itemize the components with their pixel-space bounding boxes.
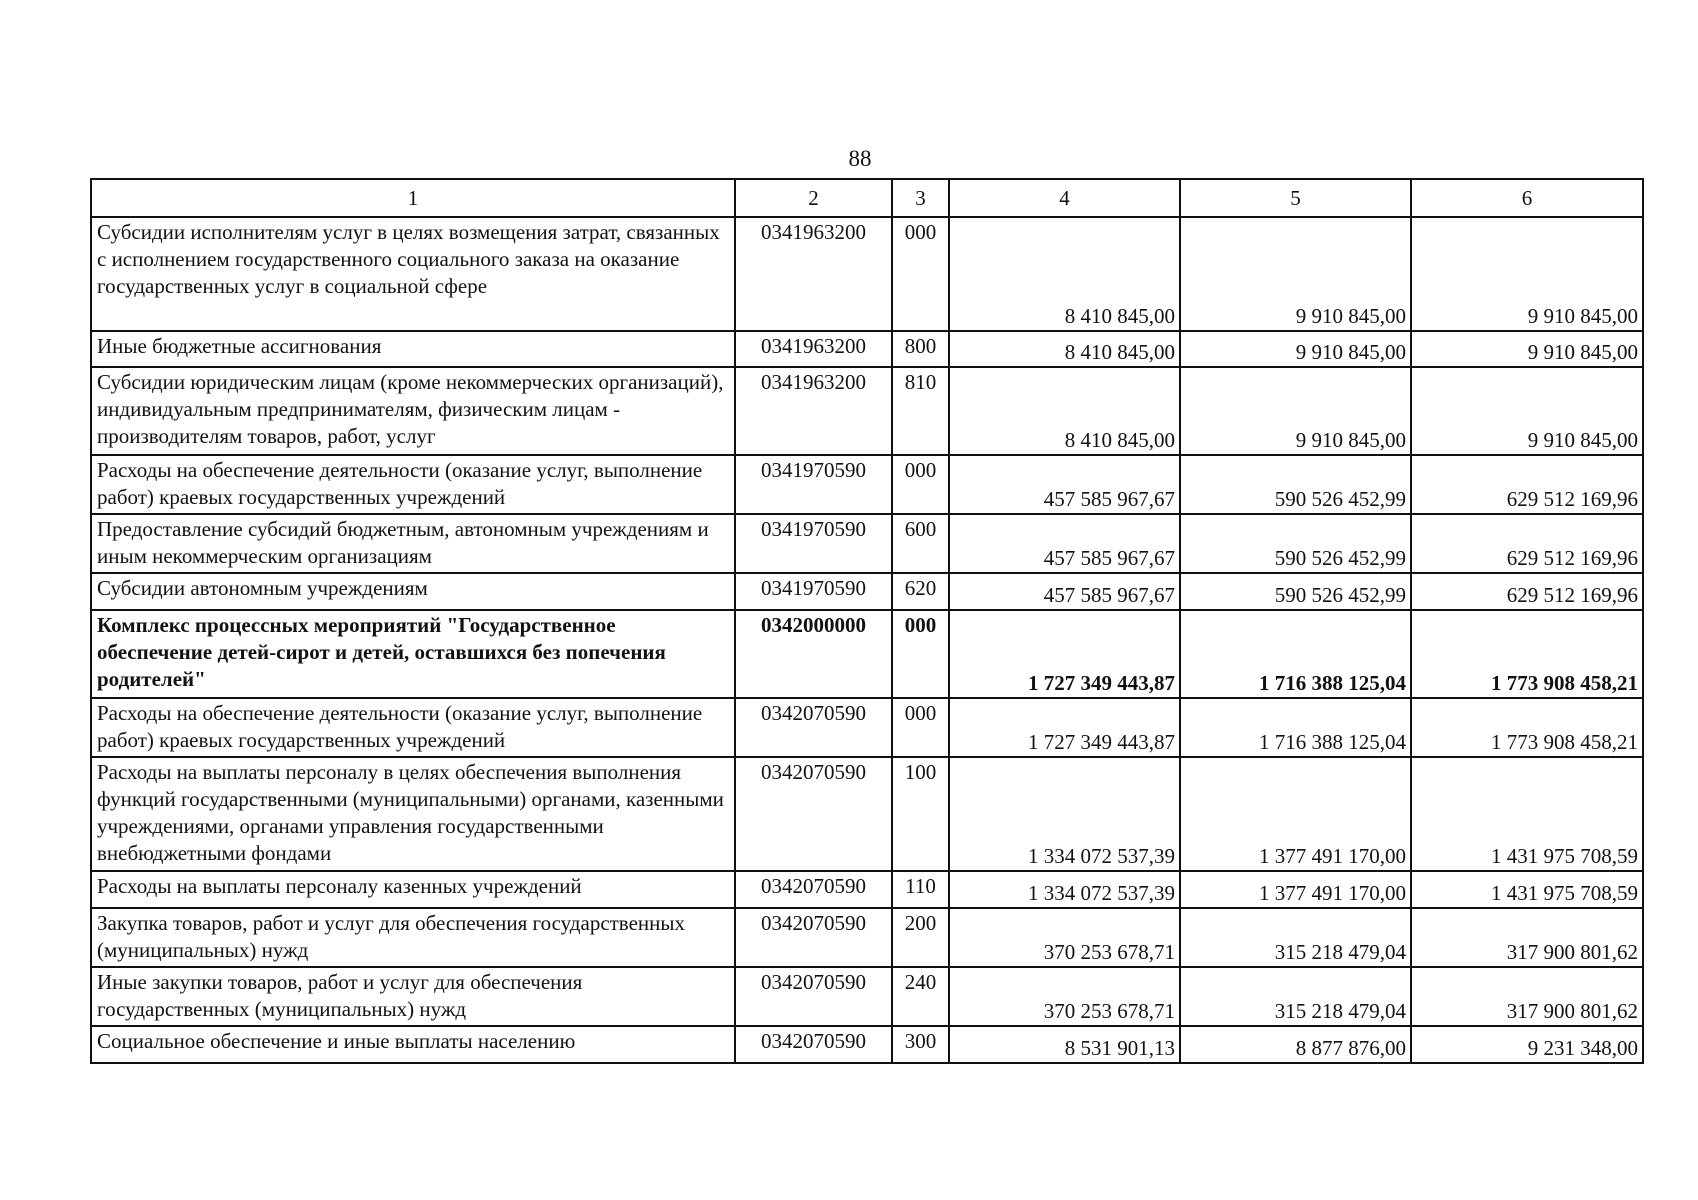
- row-value-col5: 1 716 388 125,04: [1180, 698, 1411, 757]
- row-name: Предоставление субсидий бюджетным, автономным учреждениям и иным некоммерческим организациям: [91, 514, 735, 573]
- column-header: 3: [892, 179, 949, 217]
- row-name: Закупка товаров, работ и услуг для обеспечения государственных (муниципальных) нужд: [91, 908, 735, 967]
- table-row: [91, 455, 1643, 514]
- table-row: [91, 573, 1643, 610]
- row-value-col4: 1 727 349 443,87: [949, 610, 1180, 698]
- row-value-col5: 315 218 479,04: [1180, 967, 1411, 1026]
- row-target-code: 0342070590: [735, 871, 892, 908]
- row-value-col4: 457 585 967,67: [949, 455, 1180, 514]
- row-value-col4: 1 334 072 537,39: [949, 871, 1180, 908]
- row-value-col4: 8 531 901,13: [949, 1026, 1180, 1063]
- table-row: [91, 871, 1643, 908]
- row-expense-type: 100: [892, 757, 949, 871]
- table-row-section: [91, 610, 1643, 698]
- row-name: Расходы на выплаты персоналу казенных учреждений: [91, 871, 735, 908]
- row-name: Расходы на обеспечение деятельности (оказание услуг, выполнение работ) краевых государственных учреждений: [91, 455, 735, 514]
- column-header: 4: [949, 179, 1180, 217]
- row-target-code: 0342070590: [735, 908, 892, 967]
- table-row: [91, 967, 1643, 1026]
- row-expense-type: 600: [892, 514, 949, 573]
- row-expense-type: 200: [892, 908, 949, 967]
- row-expense-type: 000: [892, 217, 949, 331]
- column-header: 6: [1411, 179, 1643, 217]
- row-value-col4: 370 253 678,71: [949, 908, 1180, 967]
- row-expense-type: 000: [892, 610, 949, 698]
- row-value-col6: 317 900 801,62: [1411, 908, 1643, 967]
- page-number: 88: [848, 146, 872, 171]
- row-value-col4: 370 253 678,71: [949, 967, 1180, 1026]
- table-row: [91, 331, 1643, 367]
- row-value-col6: 9 910 845,00: [1411, 331, 1643, 367]
- row-value-col4: 8 410 845,00: [949, 367, 1180, 455]
- row-expense-type: 110: [892, 871, 949, 908]
- table-row: [91, 514, 1643, 573]
- row-value-col6: 1 431 975 708,59: [1411, 871, 1643, 908]
- row-expense-type: 000: [892, 455, 949, 514]
- row-value-col4: 457 585 967,67: [949, 514, 1180, 573]
- row-expense-type: 000: [892, 698, 949, 757]
- row-value-col6: 1 773 908 458,21: [1411, 610, 1643, 698]
- table-row: [91, 367, 1643, 455]
- row-name: Социальное обеспечение и иные выплаты населению: [91, 1026, 735, 1063]
- row-value-col4: 1 334 072 537,39: [949, 757, 1180, 871]
- row-value-col4: 8 410 845,00: [949, 331, 1180, 367]
- column-header: 5: [1180, 179, 1411, 217]
- row-value-col5: 9 910 845,00: [1180, 331, 1411, 367]
- row-name: Комплекс процессных мероприятий "Государственное обеспечение детей-сирот и детей, оставшихся без попечения родителей": [91, 610, 735, 698]
- row-value-col6: 9 910 845,00: [1411, 217, 1643, 331]
- row-value-col5: 9 910 845,00: [1180, 217, 1411, 331]
- row-target-code: 0341963200: [735, 217, 892, 331]
- header-row: [91, 179, 1643, 217]
- row-value-col6: 629 512 169,96: [1411, 514, 1643, 573]
- row-value-col5: 315 218 479,04: [1180, 908, 1411, 967]
- row-value-col4: 457 585 967,67: [949, 573, 1180, 610]
- row-value-col6: 629 512 169,96: [1411, 455, 1643, 514]
- table-row: [91, 1026, 1643, 1063]
- row-value-col4: 8 410 845,00: [949, 217, 1180, 331]
- row-name: Иные закупки товаров, работ и услуг для обеспечения государственных (муниципальных) нужд: [91, 967, 735, 1026]
- row-target-code: 0341963200: [735, 331, 892, 367]
- table-row: [91, 757, 1643, 871]
- row-target-code: 0342070590: [735, 698, 892, 757]
- row-value-col6: 1 773 908 458,21: [1411, 698, 1643, 757]
- row-value-col6: 9 231 348,00: [1411, 1026, 1643, 1063]
- row-target-code: 0341963200: [735, 367, 892, 455]
- row-value-col5: 9 910 845,00: [1180, 367, 1411, 455]
- row-name: Расходы на обеспечение деятельности (оказание услуг, выполнение работ) краевых государственных учреждений: [91, 698, 735, 757]
- table-row: [91, 217, 1643, 331]
- row-target-code: 0341970590: [735, 573, 892, 610]
- column-header: 1: [91, 179, 735, 217]
- budget-table: [90, 178, 1644, 1064]
- table-row: [91, 698, 1643, 757]
- row-value-col5: 1 377 491 170,00: [1180, 757, 1411, 871]
- row-value-col5: 590 526 452,99: [1180, 514, 1411, 573]
- row-target-code: 0341970590: [735, 455, 892, 514]
- row-name: Субсидии автономным учреждениям: [91, 573, 735, 610]
- row-value-col5: 590 526 452,99: [1180, 455, 1411, 514]
- row-target-code: 0342000000: [735, 610, 892, 698]
- row-value-col5: 1 716 388 125,04: [1180, 610, 1411, 698]
- row-expense-type: 800: [892, 331, 949, 367]
- row-name: Расходы на выплаты персоналу в целях обеспечения выполнения функций государственными (муниципальными) органами, казенными учреждениями, органами управления государственными внебюджетными фондами: [91, 757, 735, 871]
- row-value-col6: 1 431 975 708,59: [1411, 757, 1643, 871]
- row-name: Иные бюджетные ассигнования: [91, 331, 735, 367]
- row-name: Субсидии исполнителям услуг в целях возмещения затрат, связанных с исполнением государственного социального заказа на оказание государственных услуг в социальной сфере: [91, 217, 735, 331]
- row-value-col5: 1 377 491 170,00: [1180, 871, 1411, 908]
- row-expense-type: 810: [892, 367, 949, 455]
- row-target-code: 0342070590: [735, 1026, 892, 1063]
- row-expense-type: 620: [892, 573, 949, 610]
- row-value-col6: 629 512 169,96: [1411, 573, 1643, 610]
- row-value-col5: 8 877 876,00: [1180, 1026, 1411, 1063]
- row-name: Субсидии юридическим лицам (кроме некоммерческих организаций), индивидуальным предпринимателям, физическим лицам - производителям товаров, работ, услуг: [91, 367, 735, 455]
- row-value-col6: 317 900 801,62: [1411, 967, 1643, 1026]
- row-value-col6: 9 910 845,00: [1411, 367, 1643, 455]
- row-value-col4: 1 727 349 443,87: [949, 698, 1180, 757]
- row-value-col5: 590 526 452,99: [1180, 573, 1411, 610]
- column-header: 2: [735, 179, 892, 217]
- row-target-code: 0341970590: [735, 514, 892, 573]
- row-expense-type: 240: [892, 967, 949, 1026]
- row-expense-type: 300: [892, 1026, 949, 1063]
- row-target-code: 0342070590: [735, 967, 892, 1026]
- row-target-code: 0342070590: [735, 757, 892, 871]
- table-row: [91, 908, 1643, 967]
